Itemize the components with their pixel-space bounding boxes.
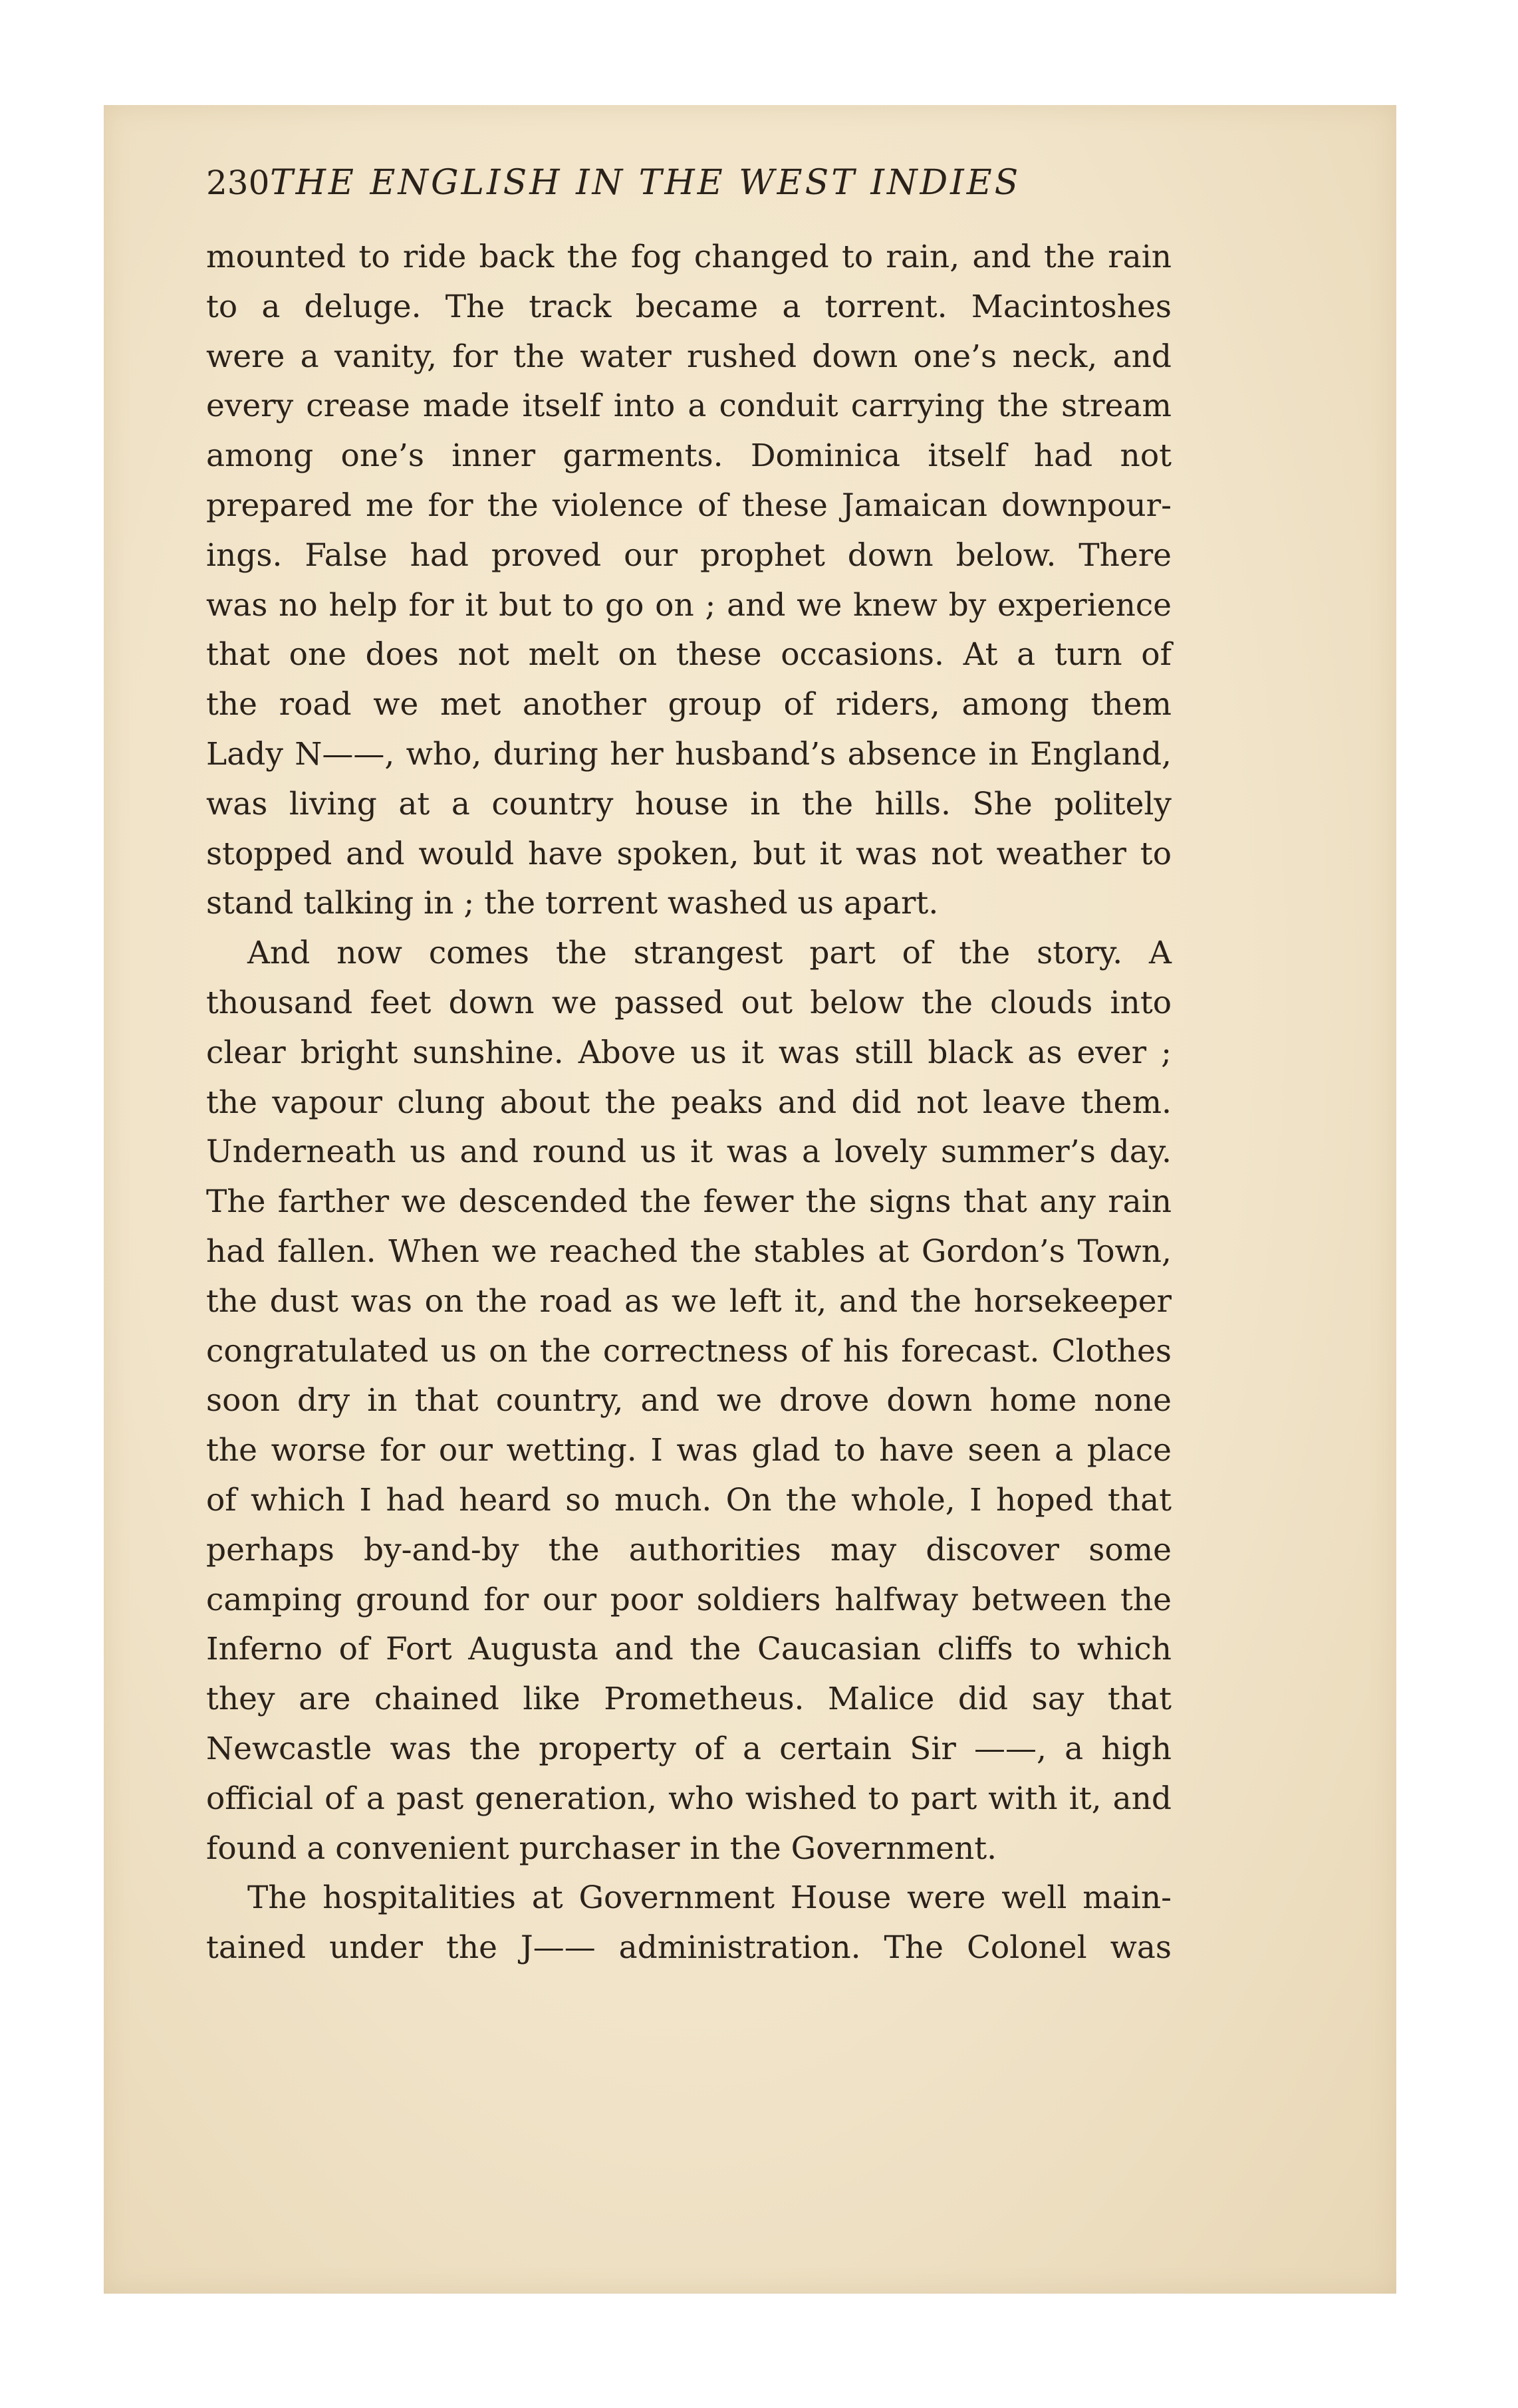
text-line: Inferno of Fort Augusta and the Caucasian cliffs to which [206,1631,1172,1668]
text-line: congratulated us on the correctness of his forecast. Clothes [206,1332,1172,1370]
text-line: the vapour clung about the peaks and did not leave them. [206,1084,1172,1121]
text-line: was no help for it but to go on ; and we knew by experience [206,586,1172,624]
text-line: Lady N——, who, during her husband’s absence in England, [206,735,1172,773]
text-line: The hospitalities at Government House were well main- [247,1879,1172,1917]
text-line: stand talking in ; the torrent washed us apart. [206,885,939,922]
text-line: ings. False had proved our prophet down below. There [206,537,1172,574]
text-line: clear bright sunshine. Above us it was still black as ever ; [206,1034,1172,1071]
text-line: Underneath us and round us it was a lovely summer’s day. [206,1134,1172,1171]
text-line: to a deluge. The track became a torrent. Macintoshes [206,288,1172,325]
text-line: found a convenient purchaser in the Government. [206,1830,997,1867]
text-line: perhaps by-and-by the authorities may discover some [206,1531,1172,1568]
text-line: had fallen. When we reached the stables at Gordon’s Town, [206,1233,1172,1270]
page-number: 230 [206,164,270,202]
text-line: were a vanity, for the water rushed down one’s neck, and [206,338,1172,375]
text-line: the road we met another group of riders, among them [206,686,1172,723]
text-line: And now comes the strangest part of the story. A [247,935,1172,972]
text-line: The farther we descended the fewer the signs that any rain [206,1183,1172,1221]
text-line: official of a past generation, who wished to part with it, and [206,1780,1172,1817]
page-header [206,163,1190,216]
text-line: the worse for our wetting. I was glad to have seen a place [206,1432,1172,1469]
text-line: they are chained like Prometheus. Malice did say that [206,1681,1172,1718]
text-line: prepared me for the violence of these Jamaican downpour- [206,487,1172,524]
text-line: among one’s inner garments. Dominica itself had not [206,437,1172,475]
text-line: thousand feet down we passed out below the clouds into [206,984,1172,1021]
text-line: mounted to ride back the fog changed to rain, and the rain [206,239,1172,275]
text-line: Newcastle was the property of a certain Sir ——, a high [206,1730,1172,1767]
text-line: every crease made itself into a conduit carrying the stream [206,388,1172,425]
text-line: tained under the J—— administration. The Colonel was [206,1929,1172,1967]
text-line: stopped and would have spoken, but it was not weather to [206,835,1172,872]
text-line: the dust was on the road as we left it, and the horsekeeper [206,1282,1172,1320]
text-line: camping ground for our poor soldiers halfway between the [206,1581,1172,1618]
running-title: THE ENGLISH IN THE WEST INDIES [270,163,1021,203]
text-line: that one does not melt on these occasions. At a turn of [206,636,1172,673]
body-text [206,233,1172,1973]
text-line: was living at a country house in the hills. She politely [206,785,1172,822]
text-line: of which I had heard so much. On the whole, I hoped that [206,1481,1172,1518]
text-line: soon dry in that country, and we drove down home none [206,1382,1172,1419]
